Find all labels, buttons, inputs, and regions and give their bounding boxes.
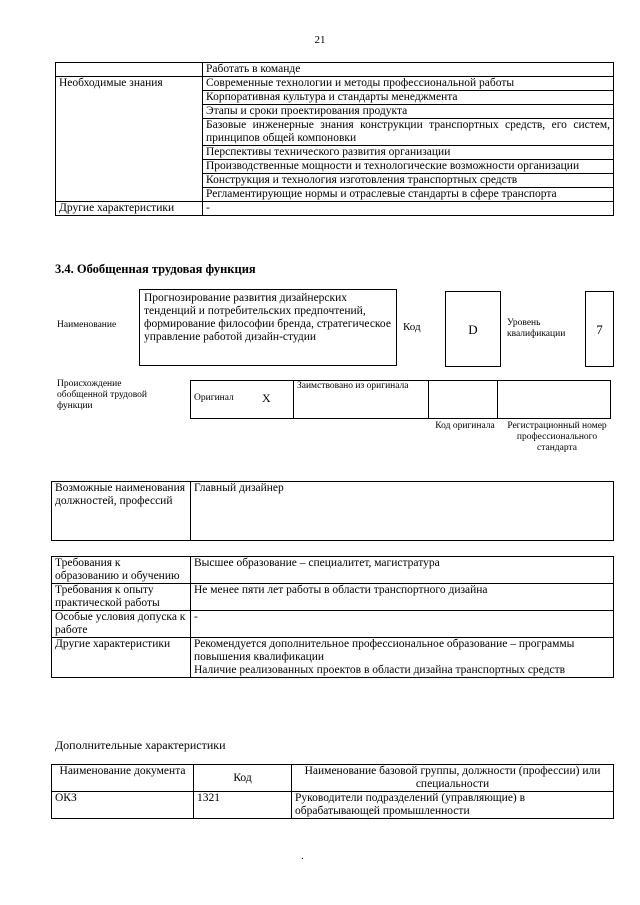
- table-row: [56, 202, 614, 216]
- positions-table: [51, 481, 614, 541]
- registration-caption: Регистрационный номер профессионального стандарта: [507, 421, 607, 453]
- requirements-table: [51, 556, 614, 678]
- borrowed-cell: Заимствовано из оригинала: [294, 381, 429, 419]
- section-title: 3.4. Обобщенная трудовая функция: [55, 262, 256, 276]
- additional-title: Дополнительные характеристики: [55, 738, 226, 752]
- positions-value: Главный дизайнер: [191, 482, 614, 541]
- table-row: [52, 557, 614, 584]
- table-header-row: [52, 765, 614, 792]
- table-row: [52, 611, 614, 638]
- empty-cell: [56, 63, 203, 77]
- knowledge-table: [55, 62, 614, 216]
- original-code-cell: [429, 381, 498, 419]
- code-caption: Код оригинала: [435, 421, 495, 431]
- requirement-label: Особые условия допуска к работе: [52, 611, 191, 638]
- header-cell: Наименование базовой группы, должности (профессии) или специальности: [292, 765, 614, 792]
- table-cell: Работать в команде: [203, 63, 614, 77]
- requirement-label: Требования к опыту практической работы: [52, 584, 191, 611]
- knowledge-label: Необходимые знания: [56, 77, 203, 202]
- requirement-value: [191, 638, 614, 678]
- table-row: [52, 584, 614, 611]
- table-row: [52, 792, 614, 819]
- requirement-label: Другие характеристики: [52, 638, 191, 678]
- other-value: -: [203, 202, 614, 216]
- table-row: [191, 381, 611, 419]
- origin-table: [190, 380, 611, 419]
- requirement-value: -: [191, 611, 614, 638]
- function-name-box: Прогнозирование развития дизайнерских тенденций и потребительских предпочтений, формирование философии бренда, стратегическое управление работой дизайн-студии: [139, 289, 397, 366]
- requirement-line: Наличие реализованных проектов в области дизайна транспортных средств: [194, 664, 566, 676]
- table-row: [52, 482, 614, 541]
- additional-table: [51, 764, 614, 819]
- knowledge-item: Этапы и сроки проектирования продукта: [203, 105, 614, 119]
- name-label: Наименование: [57, 320, 117, 330]
- table-row: [52, 638, 614, 678]
- level-value: 7: [585, 291, 614, 367]
- header-cell: Код: [194, 765, 292, 792]
- table-cell: ОКЗ: [52, 792, 194, 819]
- positions-label: Возможные наименования должностей, профессий: [52, 482, 191, 541]
- table-row: [56, 77, 614, 91]
- knowledge-item: Перспективы технического развития организации: [203, 146, 614, 160]
- original-mark: X: [259, 381, 294, 419]
- code-value: D: [445, 291, 501, 367]
- knowledge-item: Базовые инженерные знания конструкции транспортных средств, его систем, принципов общей компоновки: [203, 119, 614, 146]
- requirement-value: Не менее пяти лет работы в области транспортного дизайна: [191, 584, 614, 611]
- table-cell: Руководители подразделений (управляющие) в обрабатывающей промышленности: [292, 792, 614, 819]
- requirement-line: Рекомендуется дополнительное профессиональное образование – программы повышения квалификации: [194, 638, 575, 663]
- knowledge-item: Регламентирующие нормы и отраслевые стандарты в сфере транспорта: [203, 188, 614, 202]
- knowledge-item: Корпоративная культура и стандарты менеджмента: [203, 91, 614, 105]
- knowledge-item: Производственные мощности и технологические возможности организации: [203, 160, 614, 174]
- header-cell: Наименование документа: [52, 765, 194, 792]
- knowledge-item: Конструкция и технология изготовления транспортных средств: [203, 174, 614, 188]
- origin-label: Происхождение обобщенной трудовой функции: [57, 379, 147, 411]
- table-row: [56, 63, 614, 77]
- footer-mark: .: [301, 850, 304, 862]
- level-label: Уровень квалификации: [507, 318, 566, 339]
- requirement-value: Высшее образование – специалитет, магистратура: [191, 557, 614, 584]
- original-cell: Оригинал: [191, 381, 260, 419]
- registration-number-cell: [498, 381, 611, 419]
- page-number: 21: [314, 34, 326, 46]
- knowledge-item: Современные технологии и методы профессиональной работы: [203, 77, 614, 91]
- other-label: Другие характеристики: [56, 202, 203, 216]
- table-cell: 1321: [194, 792, 292, 819]
- code-label: Код: [403, 321, 421, 333]
- requirement-label: Требования к образованию и обучению: [52, 557, 191, 584]
